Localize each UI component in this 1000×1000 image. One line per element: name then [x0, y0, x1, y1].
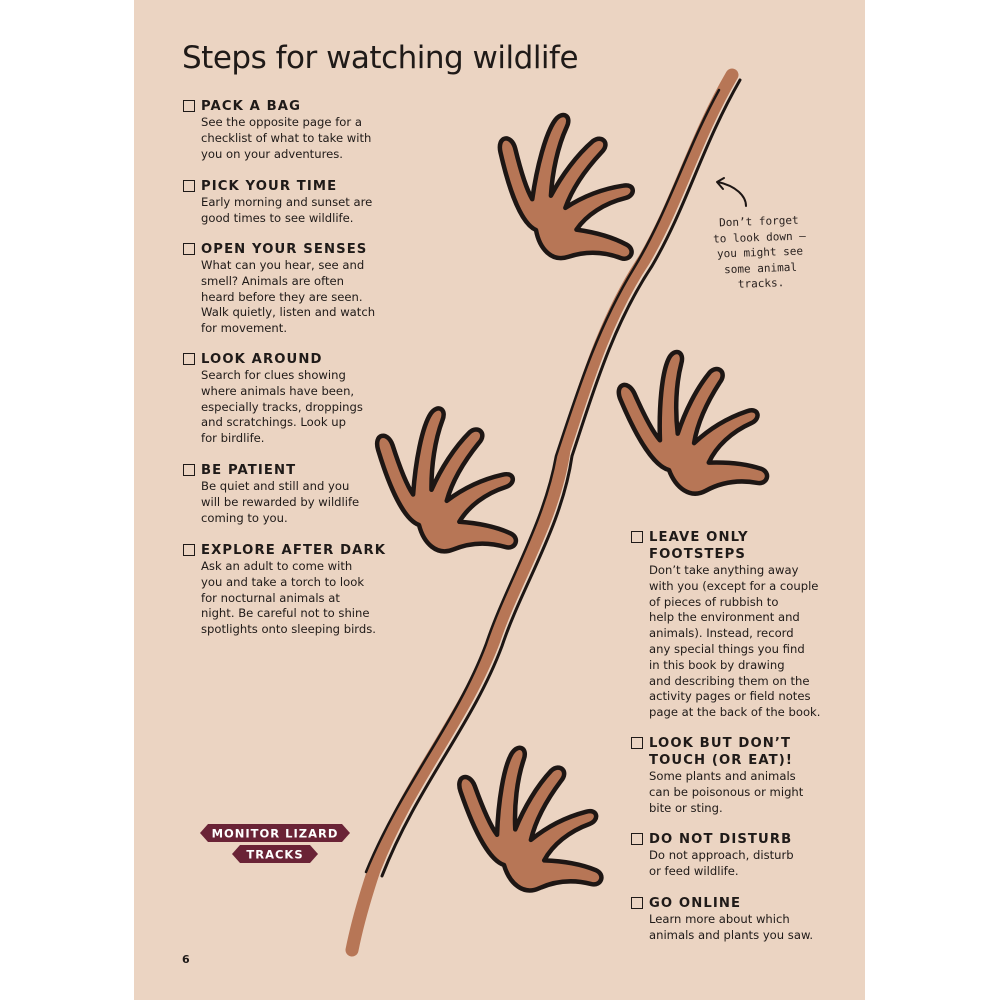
step-open-your-senses — [183, 241, 443, 337]
lizard-footprint-icon — [486, 107, 650, 268]
step-body: Don’t take anything away with you (except for a couple of pieces of rubbish to help the environment and animals). Instead, record any special things you find in this book by drawing and describing them on the activity pages or field notes page at the back of the book. — [649, 563, 821, 720]
checkbox-icon[interactable] — [183, 544, 195, 556]
step-heading: OPEN YOUR SENSES — [201, 242, 368, 257]
lizard-footprint-icon — [617, 349, 767, 496]
checkbox-icon[interactable] — [183, 243, 195, 255]
tag-line-1: MONITOR LIZARD — [211, 826, 339, 841]
step-heading: BE PATIENT — [201, 463, 297, 478]
step-body: Early morning and sunset are good times to see wildlife. — [201, 195, 373, 225]
checkbox-icon[interactable] — [183, 464, 195, 476]
checkbox-icon[interactable] — [183, 353, 195, 365]
step-body: Be quiet and still and you will be rewarded by wildlife coming to you. — [201, 479, 360, 525]
step-body: Ask an adult to come with you and take a torch to look for nocturnal animals at night. Be careful not to shine spotlights onto sleeping birds. — [201, 559, 376, 637]
checkbox-icon[interactable] — [631, 531, 643, 543]
step-look-around — [183, 351, 443, 447]
step-body: Do not approach, disturb or feed wildlife. — [649, 848, 794, 878]
step-heading: DO NOT DISTURB — [649, 832, 793, 847]
step-body: See the opposite page for a checklist of what to take with you on your adventures. — [201, 115, 372, 161]
curved-arrow-icon — [717, 178, 746, 206]
step-body: What can you hear, see and smell? Animals are often heard before they are seen. Walk quietly, listen and watch for movement. — [201, 258, 376, 336]
step-pack-a-bag — [183, 98, 443, 162]
step-explore-after-dark — [183, 542, 443, 638]
step-do-not-disturb — [631, 831, 856, 880]
book-page — [134, 0, 865, 1000]
monitor-lizard-tag — [200, 824, 350, 863]
lizard-footprint-icon — [456, 746, 606, 893]
step-body: Learn more about which animals and plants you saw. — [649, 912, 814, 942]
tag-line-2: TRACKS — [246, 847, 304, 862]
step-heading: GO ONLINE — [649, 896, 742, 911]
step-body: Search for clues showing where animals have been, especially tracks, droppings and scratchings. Look up for birdlife. — [201, 368, 363, 446]
page-title: Steps for watching wildlife — [182, 40, 579, 76]
step-heading: EXPLORE AFTER DARK — [201, 543, 387, 558]
step-pick-your-time — [183, 178, 443, 227]
step-heading: PICK YOUR TIME — [201, 179, 338, 194]
step-look-but-dont-touch — [631, 735, 856, 816]
step-heading: LEAVE ONLY FOOTSTEPS — [649, 530, 749, 562]
checkbox-icon[interactable] — [183, 180, 195, 192]
step-heading: PACK A BAG — [201, 99, 302, 114]
page-number: 6 — [182, 953, 190, 966]
step-leave-only-footsteps — [631, 529, 856, 721]
step-go-online — [631, 895, 856, 944]
step-heading: LOOK BUT DON’T TOUCH (OR EAT)! — [649, 736, 793, 768]
step-heading: LOOK AROUND — [201, 352, 323, 367]
step-body: Some plants and animals can be poisonous or might bite or sting. — [649, 769, 804, 815]
checkbox-icon[interactable] — [631, 737, 643, 749]
checkbox-icon[interactable] — [183, 100, 195, 112]
handwritten-note: Don’t forget to look down – you might see some animal tracks. — [712, 213, 807, 291]
checkbox-icon[interactable] — [631, 897, 643, 909]
step-be-patient — [183, 462, 443, 526]
checkbox-icon[interactable] — [631, 833, 643, 845]
